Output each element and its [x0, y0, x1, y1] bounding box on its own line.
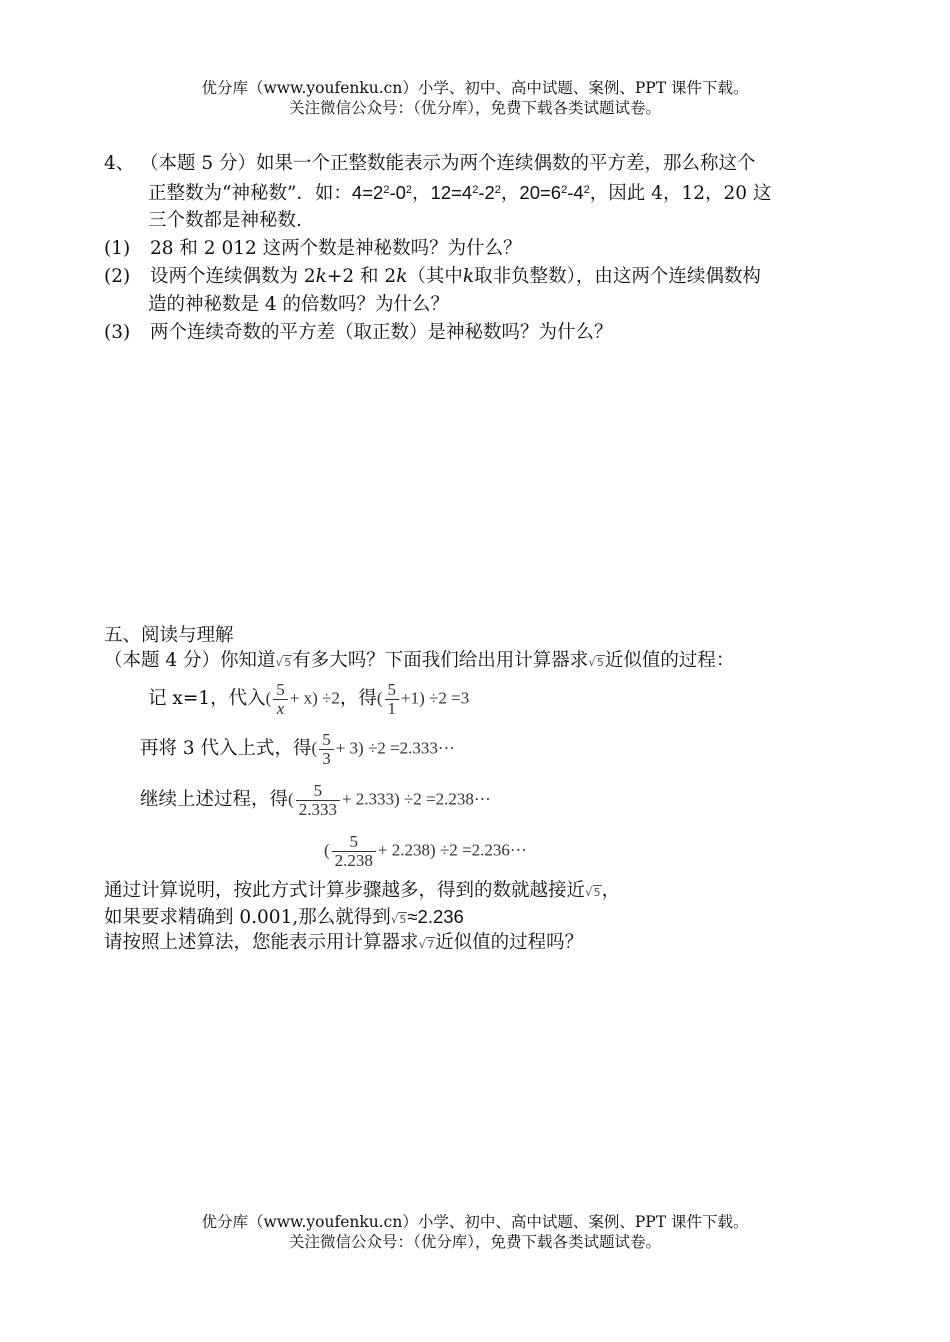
step1-label: 记 x=1，代入	[148, 688, 266, 709]
step1-expression-2: ( $\frac{5}{1}$ +1) ÷2 =3	[376, 679, 470, 718]
step2-line	[140, 727, 455, 771]
q4-intro-line1: （本题 5 分）如果一个正整数能表示为两个连续偶数的平方差，那么称这个	[140, 153, 756, 174]
q4-example-1: $4=2^2-0^2$	[351, 182, 413, 203]
step1-expression-1: ( $\frac{5}{x}$ + x) ÷2	[265, 679, 340, 718]
fraction: $\frac{5}{x}$	[273, 681, 288, 718]
q4-part3-number: (3)	[104, 322, 131, 343]
conclusion-line2: 如果要求精确到 0.001,那么就得到√5≈2.236	[104, 906, 464, 928]
q4-example-3: $20=6^2-4^2$	[519, 182, 590, 203]
q4-intro-lead: 正整数为“神秘数”．如：	[148, 183, 352, 204]
page-header-line2: 关注微信公众号：（优分库），免费下载各类试题试卷。	[288, 99, 661, 117]
q4-part2-number: (2)	[104, 266, 131, 287]
step1-line	[148, 677, 469, 721]
q4-part2-line2: 造的神秘数是 4 的倍数吗？为什么？	[148, 294, 450, 315]
sqrt7-symbol: √7	[418, 937, 435, 951]
fraction: $\frac{5}{2.238}$	[332, 833, 376, 870]
step2-label: 再将 3 代入上式，得	[140, 738, 312, 759]
sqrt5-symbol: √5	[390, 912, 407, 926]
section5-title: 五、阅读与理解	[104, 625, 234, 646]
q4-intro-line2: 正整数为“神秘数”．如：$4=2^2-0^2$，$12=4^2-2^2$，$20=6^2-4^2$，因此 4，12，20 这	[148, 182, 772, 204]
q4-part3-text: 两个连续奇数的平方差（取正数）是神秘数吗？为什么？	[150, 322, 613, 343]
step1-mid: ，得	[339, 688, 377, 709]
fraction: $\frac{5}{2.333}$	[296, 782, 340, 819]
conclusion-line3: 请按照上述算法，您能表示用计算器求√7近似值的过程吗？	[104, 932, 584, 953]
step3-expression: ( $\frac{5}{2.333}$ + 2.333) ÷2 =2.238···	[288, 780, 491, 819]
q4-part1-text: 28 和 2 012 这两个数是神秘数吗？为什么？	[150, 238, 522, 259]
q4-example-2: $12=4^2-2^2$	[430, 182, 501, 203]
step3-label: 继续上述过程，得	[140, 789, 289, 810]
step4-expression: ( $\frac{5}{2.238}$ + 2.238) ÷2 =2.236···	[324, 831, 527, 870]
step4-line	[324, 829, 527, 873]
conclusion-line1: 通过计算说明，按此方式计算步骤越多，得到的数就越接近√5，	[104, 880, 621, 901]
step3-line	[140, 778, 491, 822]
sqrt5-symbol: √5	[275, 655, 292, 669]
fraction: $\frac{5}{3}$	[319, 731, 334, 768]
sqrt5-symbol: √5	[588, 655, 604, 669]
q4-intro-tail: ，因此 4，12，20 这	[589, 183, 772, 204]
sqrt5-symbol: √5	[585, 885, 601, 899]
step2-expression: ( $\frac{5}{3}$ + 3) ÷2 =2.333···	[311, 729, 455, 768]
q4-intro-line3: 三个数都是神秘数.	[148, 210, 302, 231]
page-footer-line1: 优分库（www.youfenku.cn）小学、初中、高中试题、案例、PPT 课件下载。	[201, 1213, 749, 1231]
q4-part1-number: (1)	[104, 238, 131, 259]
q4-part2-line1: 设两个连续偶数为 2k+2 和 2k（其中k取非负整数），由这两个连续偶数构	[150, 266, 761, 287]
section5-intro: （本题 4 分）你知道√5有多大吗？下面我们给出用计算器求√5近似值的过程：	[104, 650, 735, 671]
page-footer-line2: 关注微信公众号：（优分库），免费下载各类试题试卷。	[288, 1233, 661, 1251]
fraction: $\frac{5}{1}$	[385, 681, 400, 718]
q4-number: 4、	[104, 153, 135, 174]
page-header-line1: 优分库（www.youfenku.cn）小学、初中、高中试题、案例、PPT 课件下载。	[201, 79, 749, 97]
